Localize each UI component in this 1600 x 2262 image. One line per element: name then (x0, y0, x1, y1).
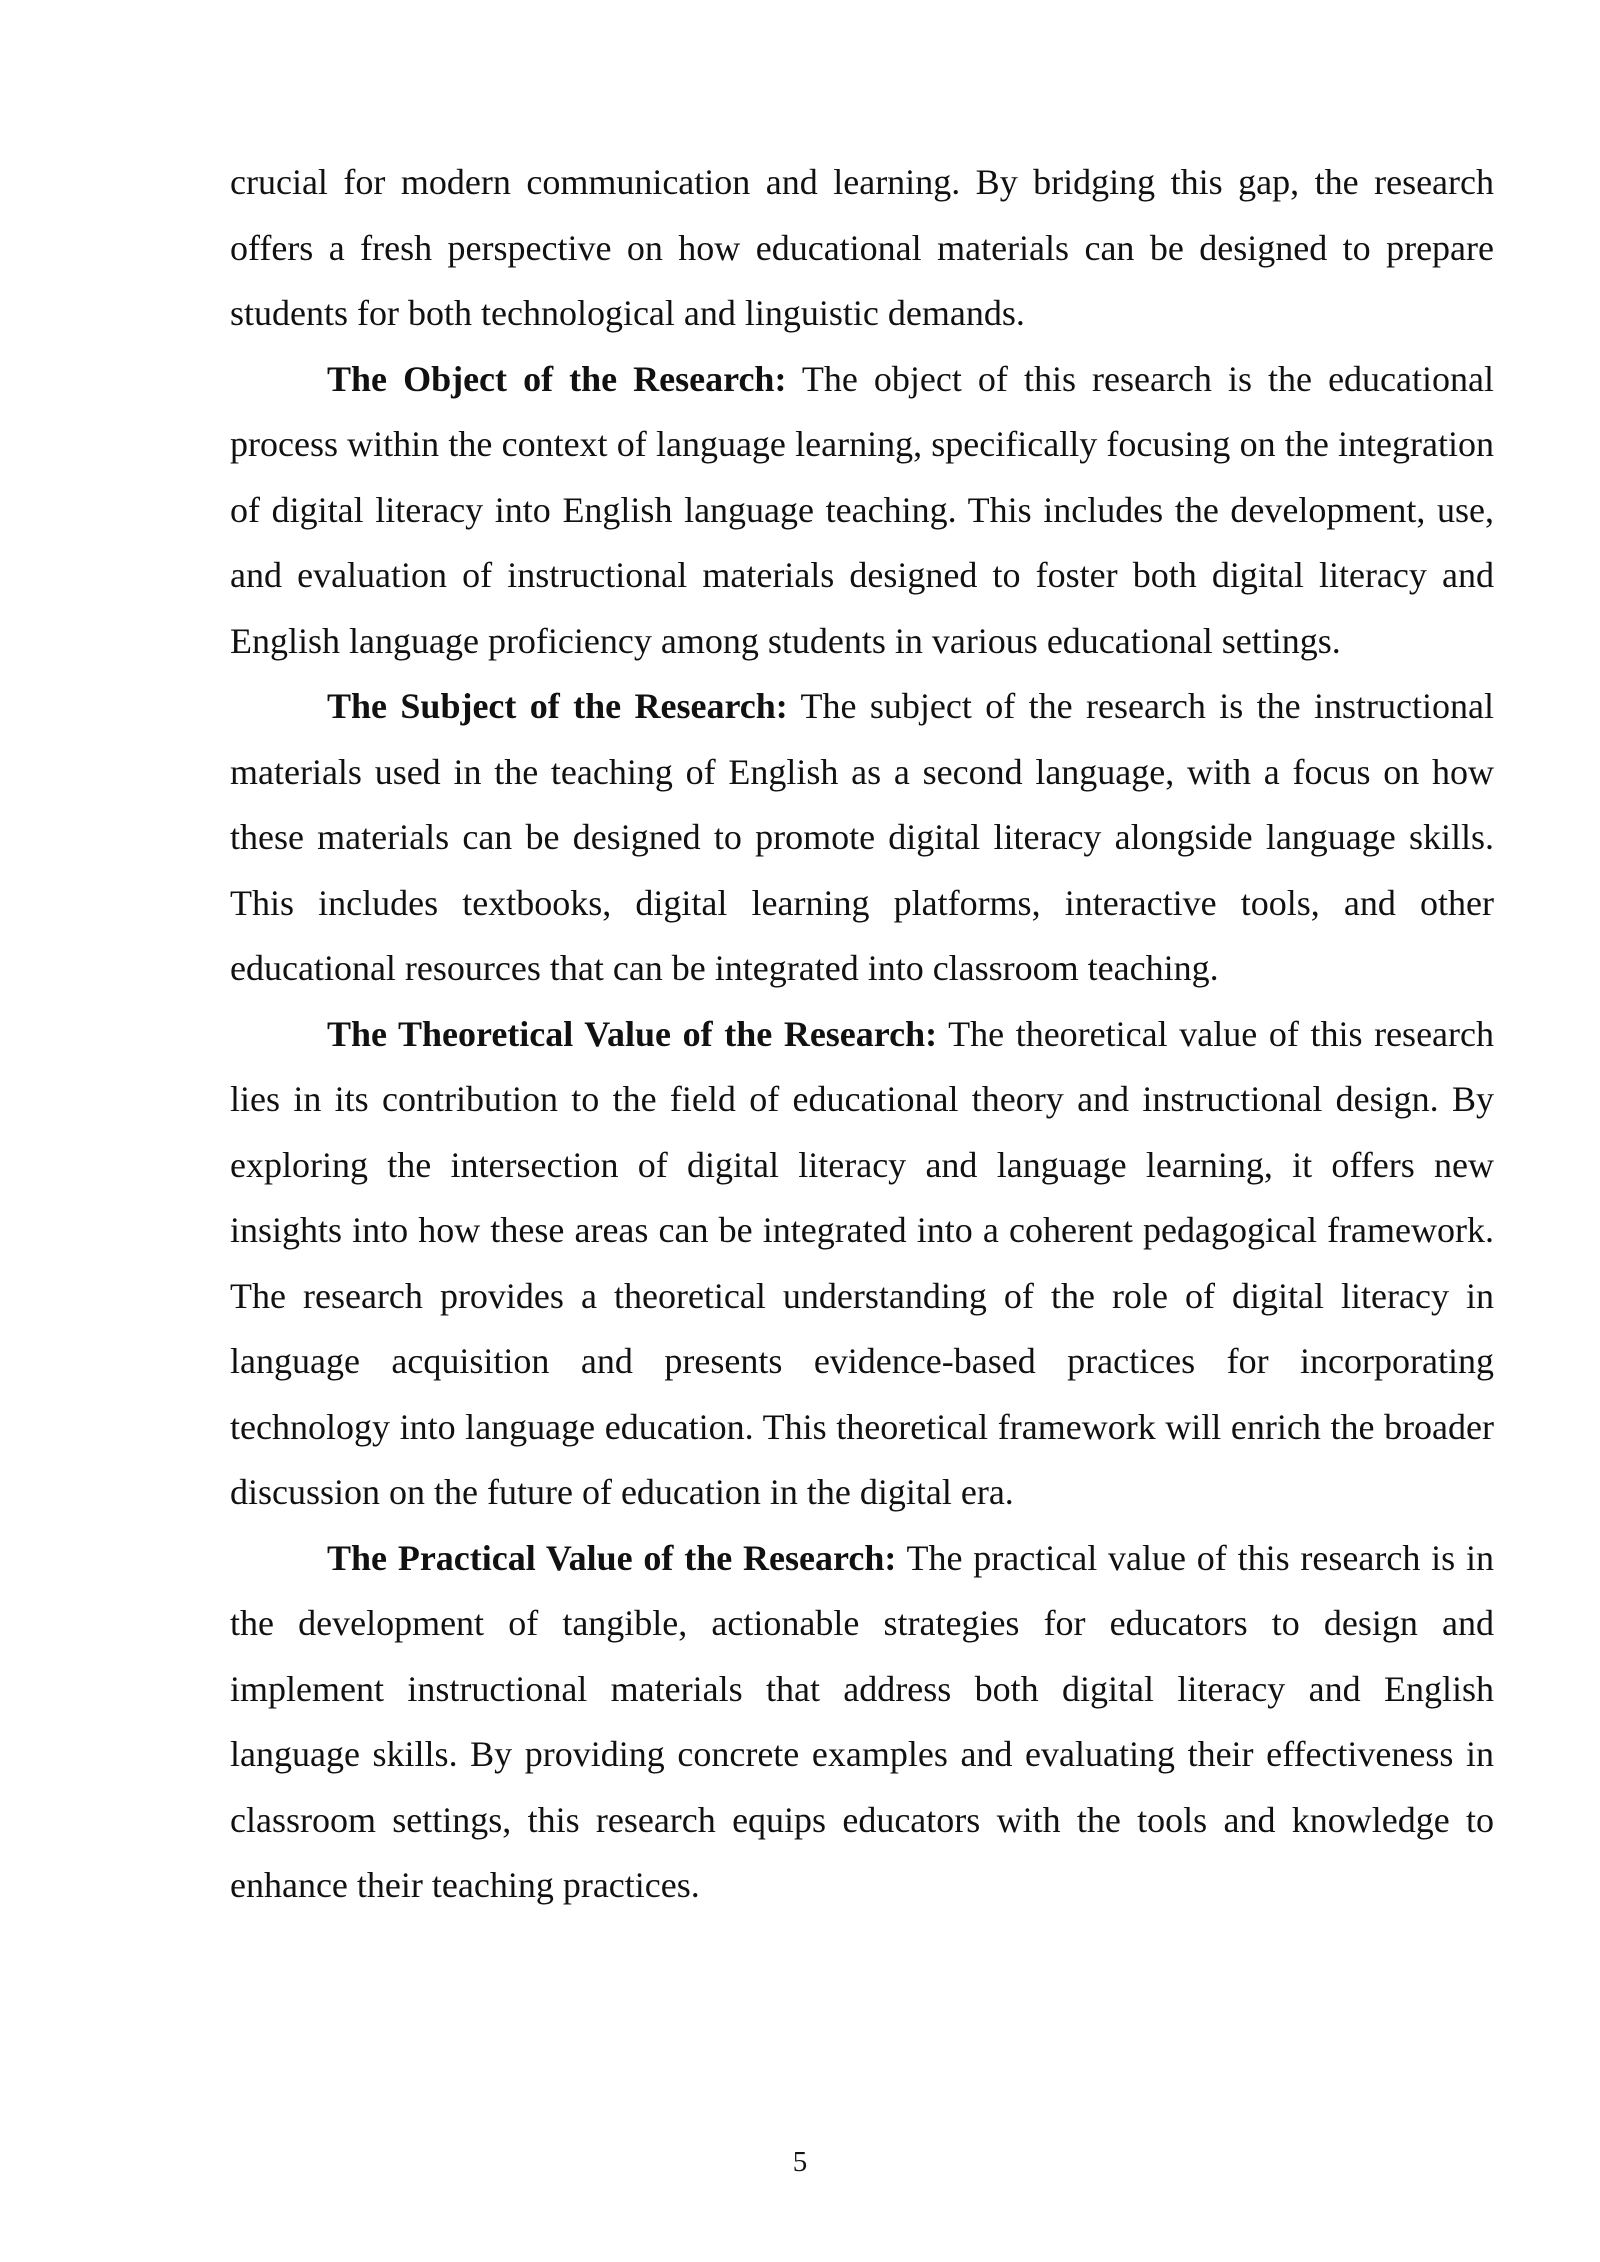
paragraph-theoretical-value (230, 1002, 1494, 1526)
paragraph-heading: The Practical Value of the Research: (327, 1537, 897, 1578)
paragraph-heading: The Theoretical Value of the Research: (327, 1013, 938, 1054)
paragraph-body: The theoretical value of this research lies in its contribution to the field of educational theory and instructional design. By exploring the intersection of digital literacy and language learning, it offers new insights into how these areas can be integrated into a coherent pedagogical framework. The research provides a theoretical understanding of the role of digital literacy in language acquisition and presents evidence-based practices for incorporating technology into language education. This theoretical framework will enrich the broader discussion on the future of education in the digital era. (230, 1013, 1494, 1512)
paragraph-heading: The Subject of the Research: (327, 686, 788, 726)
paragraph-body: The practical value of this research is in the development of tangible, actionable strategies for educators to design and implement instructional materials that address both digital literacy and English language skills. By providing concrete examples and evaluating their effectiveness in classroom settings, this research equips educators with the tools and knowledge to enhance their teaching practices. (230, 1537, 1494, 1905)
paragraph-object-of-research (230, 347, 1494, 675)
paragraph-practical-value (230, 1526, 1494, 1919)
page-number: 5 (792, 2146, 808, 2178)
paragraph-subject-of-research (230, 674, 1494, 1002)
paragraph-heading: The Object of the Research: (327, 358, 787, 399)
paragraph-body: The subject of the research is the instructional materials used in the teaching of English as a second language, with a focus on how these materials can be designed to promote digital literacy alongside language skills. This includes textbooks, digital learning platforms, interactive tools, and other educational resources that can be integrated into classroom teaching. (230, 686, 1494, 988)
paragraph-continuation (230, 150, 1494, 347)
paragraph-body: crucial for modern communication and learning. By bridging this gap, the research offers a fresh perspective on how educational materials can be designed to prepare students for both technological and linguistic demands. (230, 162, 1494, 333)
paragraph-body: The object of this research is the educational process within the context of language learning, specifically focusing on the integration of digital literacy into English language teaching. This includes the development, use, and evaluation of instructional materials designed to foster both digital literacy and English language proficiency among students in various educational settings. (230, 358, 1494, 661)
body-text (230, 150, 1494, 1919)
